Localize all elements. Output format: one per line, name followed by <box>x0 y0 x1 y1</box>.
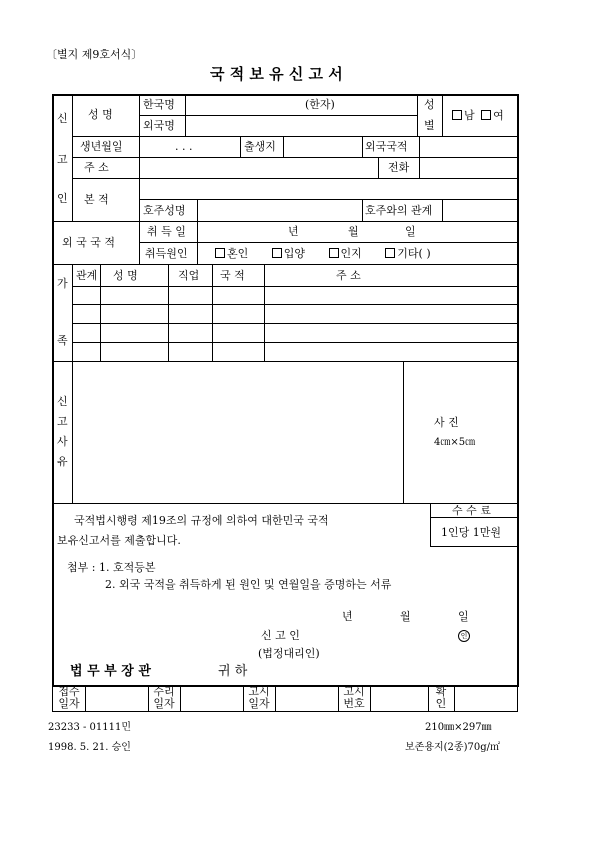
notice-date-label-1: 고시 <box>248 685 270 698</box>
applicant-section-char-1: 신 <box>57 112 68 125</box>
confirmation-label <box>430 686 452 710</box>
korean-name-label: 한국명 <box>143 98 175 111</box>
name-label: 성 명 <box>88 108 113 121</box>
seal-mark <box>458 628 470 642</box>
notice-date-label <box>245 686 273 710</box>
foreign-name-label: 외국명 <box>143 119 175 132</box>
acquire-date-year: 년 <box>288 225 299 238</box>
notice-date-label-2: 일자 <box>248 697 270 710</box>
acquire-date-day: 일 <box>405 225 416 238</box>
reason-textarea[interactable] <box>73 362 403 503</box>
footer-approval: 1998. 5. 21. 승인 <box>48 742 131 753</box>
fee-value: 1인당 1만원 <box>441 526 501 539</box>
domicile-label: 본 적 <box>84 193 109 206</box>
marriage-checkbox[interactable] <box>215 248 225 258</box>
receipt-date-label-1: 접수 <box>58 685 80 698</box>
attachment-item-1: 첨부 : 1. 호적등본 <box>67 561 156 574</box>
foreign-nationality-label: 외국국적 <box>365 140 408 153</box>
declarant-label: 신 고 인 <box>261 629 300 642</box>
family-header-job: 직업 <box>178 269 200 282</box>
family-section-char-1: 가 <box>57 277 68 290</box>
acceptance-date-label-1: 수리 <box>153 685 175 698</box>
household-relation-label: 호주와의 관계 <box>365 204 433 217</box>
sex-label-1: 성 <box>424 98 435 111</box>
family-header-nationality: 국 적 <box>220 269 245 282</box>
family-section-char-2: 족 <box>57 334 68 347</box>
birthplace-label: 출생지 <box>244 140 276 153</box>
foreign-nationality-section: 외 국 국 적 <box>62 236 115 249</box>
phone-label: 전화 <box>388 161 410 174</box>
declaration-date-day: 일 <box>458 610 469 623</box>
reason-section-char-3: 사 <box>57 435 68 448</box>
birth-label: 생년월일 <box>80 140 123 153</box>
receipt-date-label-2: 일자 <box>58 697 80 710</box>
option-other: 기타( ) <box>397 247 431 260</box>
declaration-date-year: 년 <box>342 610 353 623</box>
household-head-label: 호주성명 <box>143 204 186 217</box>
adoption-checkbox[interactable] <box>272 248 282 258</box>
attachment-item-2: 2. 외국 국적을 취득하게 된 원인 및 연월일을 증명하는 서류 <box>105 578 392 591</box>
birth-value[interactable]: . . . <box>175 140 193 153</box>
acceptance-date-label <box>150 686 178 710</box>
other-checkbox[interactable] <box>385 248 395 258</box>
seal-icon: 인 <box>458 630 470 642</box>
confirmation-label-1: 확 <box>435 685 447 698</box>
acquire-reason-options <box>215 247 431 260</box>
family-header-address: 주 소 <box>336 269 361 282</box>
notice-number-label <box>340 686 368 710</box>
reason-section-char-4: 유 <box>57 455 68 468</box>
option-adoption: 입양 <box>283 247 306 260</box>
notice-number-label-2: 번호 <box>343 697 365 710</box>
acquire-date-month: 월 <box>348 225 359 238</box>
male-label: 남 <box>464 109 475 122</box>
fee-label: 수 수 료 <box>452 504 491 517</box>
photo-label: 사 진 <box>434 416 459 429</box>
footer-code: 23233 - 01111민 <box>48 722 132 733</box>
family-header-name: 성 명 <box>113 269 138 282</box>
applicant-section-char-3: 인 <box>57 192 68 205</box>
page-title: 국 적 보 유 신 고 서 <box>210 65 343 83</box>
address-label: 주 소 <box>84 161 109 174</box>
photo-size: 4㎝×5㎝ <box>434 437 476 448</box>
addressee: 법 무 부 장 관 <box>70 664 151 679</box>
declaration-line-1: 국적법시행령 제19조의 규정에 의하여 대한민국 국적 <box>74 514 329 527</box>
form-code: 〔별지 제9호서식〕 <box>46 48 143 61</box>
confirmation-label-2: 인 <box>435 697 447 710</box>
option-marriage: 혼인 <box>227 247 249 260</box>
acceptance-date-label-2: 일자 <box>153 697 175 710</box>
sex-options <box>452 109 504 122</box>
family-header-relation: 관계 <box>76 269 98 282</box>
acquire-date-label: 취 득 일 <box>147 225 186 238</box>
recognition-checkbox[interactable] <box>329 248 339 258</box>
sex-label-2: 별 <box>424 119 435 132</box>
receipt-date-label <box>55 686 83 710</box>
reason-section-char-1: 신 <box>57 395 68 408</box>
declaration-line-2: 보유신고서를 제출합니다. <box>57 534 181 547</box>
female-checkbox[interactable] <box>481 110 491 120</box>
male-checkbox[interactable] <box>452 110 462 120</box>
option-recognition: 인지 <box>340 247 362 260</box>
footer-paper: 보존용지(2종)70g/㎡ <box>405 742 500 753</box>
hanja-label: (한자) <box>305 98 335 111</box>
female-label: 여 <box>493 109 504 122</box>
notice-number-label-1: 고시 <box>343 685 365 698</box>
legal-agent-label: (법정대리인) <box>258 647 320 660</box>
reason-section-char-2: 고 <box>57 415 68 428</box>
applicant-section-char-2: 고 <box>57 153 68 166</box>
declaration-date-month: 월 <box>400 610 411 623</box>
footer-size: 210㎜×297㎜ <box>425 722 492 733</box>
acquire-reason-label: 취득원인 <box>145 247 188 260</box>
addressee-suffix: 귀 하 <box>218 664 248 679</box>
